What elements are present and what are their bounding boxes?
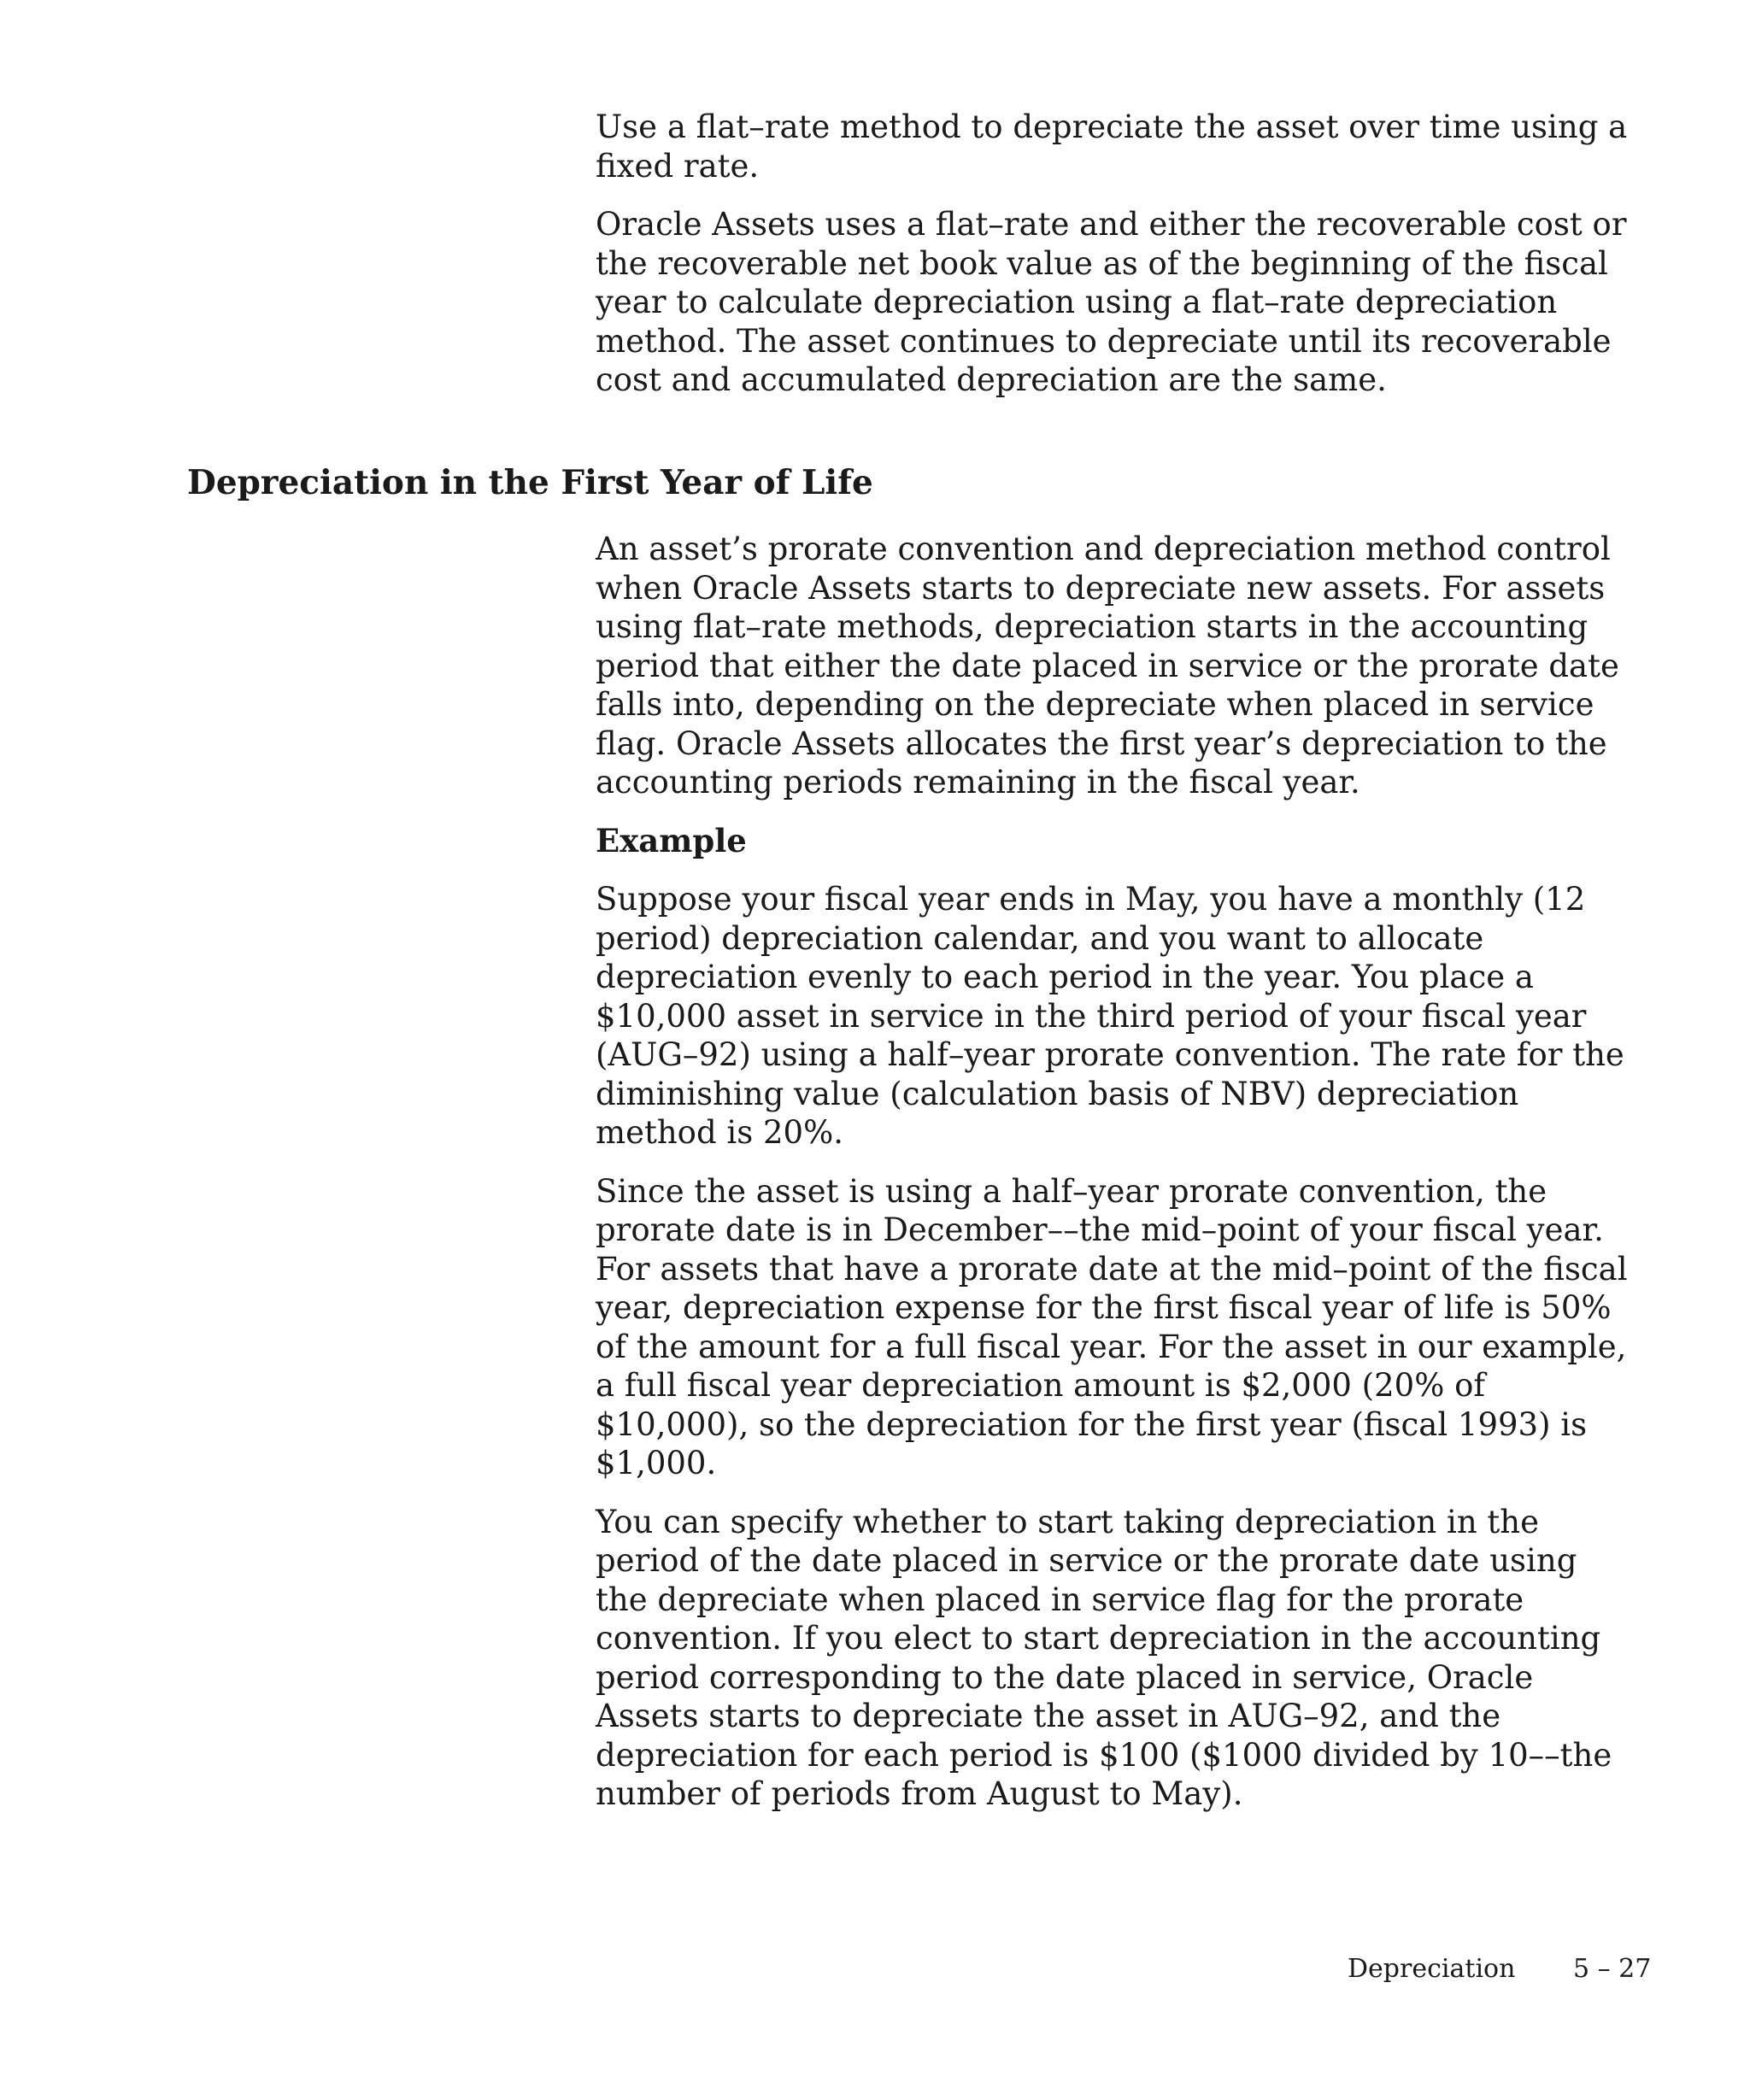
footer-page-number: 5 – 27 xyxy=(1572,1954,1652,1984)
intro-paragraph-flat-rate: Use a flat–rate method to depreciate the asset over time using a fixed rate. xyxy=(596,109,1628,185)
footer-section-name: Depreciation xyxy=(1348,1954,1516,1984)
intro-text xyxy=(596,108,1630,400)
example-heading: Example xyxy=(596,821,747,859)
paragraph-example-setup: Suppose your fiscal year ends in May, you have a monthly (12 period) depreciation calendar, and you want to allocate depreciation evenly to each period in the year. You place a $10,000 asset in service in the third period of your fiscal year (AUG–92) using a half–year prorate convention. The rate for the diminishing value (calculation basis of NBV) depreciation method is 20%. xyxy=(596,881,1624,1151)
section-body xyxy=(596,530,1630,1814)
paragraph-half-year: Since the asset is using a half–year prorate convention, the prorate date is in December––the mid–point of your fiscal year. For assets that have a prorate date at the mid–point of the fiscal year, depreciation expense for the first fiscal year of life is 50% of the amount for a full fiscal year. For the asset in our example, a full fiscal year depreciation amount is $2,000 (20% of $10,000), so the depreciation for the first year (fiscal 1993) is $1,000. xyxy=(596,1172,1628,1481)
intro-paragraph-calculation: Oracle Assets uses a flat–rate and either the recoverable cost or the recoverable net book value as of the beginning of the fiscal year to calculate depreciation using a flat–rate depreciation method. The asset continues to depreciate until its recoverable cost and accumulated depreciation are the same. xyxy=(596,206,1627,398)
page-footer xyxy=(1348,1954,1651,1985)
section-heading: Depreciation in the First Year of Life xyxy=(187,463,873,502)
paragraph-depreciate-flag: You can specify whether to start taking depreciation in the period of the date placed in service or the prorate date using the depreciate when placed in service flag for the prorate convention. If you elect to start depreciation in the accounting period corresponding to the date placed in service, Oracle Assets starts to depreciate the asset in AUG–92, and the depreciation for each period is $100 ($1000 divided by 10––the number of periods from August to May). xyxy=(596,1503,1612,1812)
paragraph-prorate-convention: An asset’s prorate convention and depreciation method control when Oracle Assets starts to depreciate new assets. For assets using flat–rate methods, depreciation starts in the accounting period that either the date placed in service or the prorate date falls into, depending on the depreciate when placed in service flag. Oracle Assets allocates the first year’s depreciation to the accounting periods remaining in the fiscal year. xyxy=(596,531,1619,801)
